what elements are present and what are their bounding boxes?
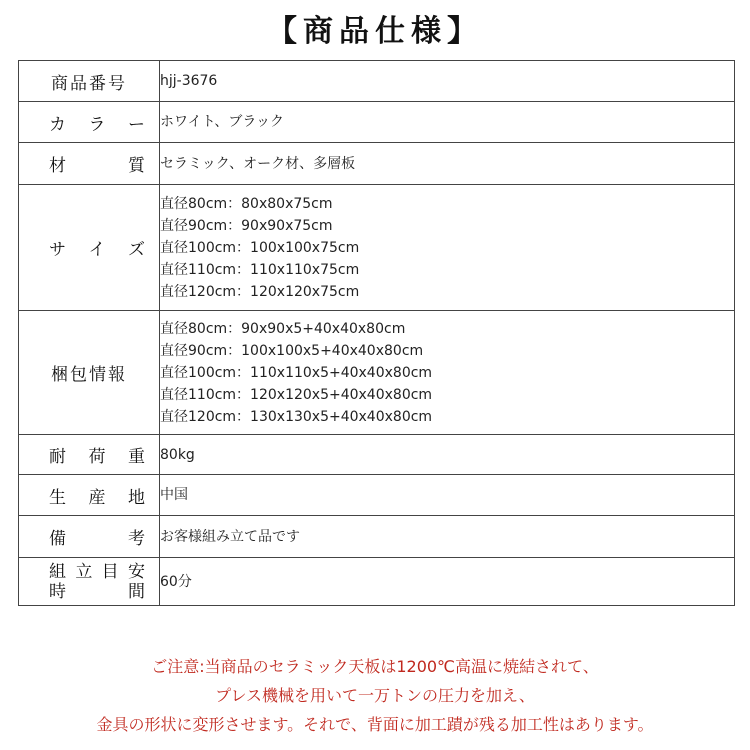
packing-line: 直径80cm：90x90x5+40x40x80cm — [160, 320, 406, 337]
label-color: カ ラ ー — [19, 102, 160, 143]
table-row — [19, 516, 735, 558]
value-color: ホワイト、ブラック — [160, 102, 735, 143]
value-size — [160, 185, 735, 311]
label-load: 耐 荷 重 — [19, 435, 160, 475]
label-product-number: 商品番号 — [19, 61, 160, 102]
packing-line: 直径110cm：120x120x5+40x40x80cm — [160, 386, 433, 403]
label-assembly-time: 組 立 目 安 時 間 — [19, 558, 160, 606]
value-assembly-time: 60分 — [160, 558, 735, 606]
packing-line: 直径100cm：110x110x5+40x40x80cm — [160, 364, 433, 381]
table-row — [19, 435, 735, 475]
label-size: サ イ ズ — [19, 185, 160, 311]
packing-line: 直径120cm：130x130x5+40x40x80cm — [160, 408, 433, 425]
value-packing — [160, 311, 735, 435]
value-material: セラミック、オーク材、多層板 — [160, 143, 735, 185]
size-line: 直径80cm：80x80x75cm — [160, 195, 333, 212]
caution-notes — [0, 652, 750, 739]
size-line: 直径110cm：110x110x75cm — [160, 261, 360, 278]
value-load: 80kg — [160, 435, 735, 475]
page-title: 【商品仕様】 — [267, 14, 483, 49]
size-line: 直径90cm：90x90x75cm — [160, 217, 333, 234]
label-packing: 梱包情報 — [19, 311, 160, 435]
packing-line: 直径90cm：100x100x5+40x40x80cm — [160, 342, 424, 359]
label-remarks: 備 考 — [19, 516, 160, 558]
table-row — [19, 102, 735, 143]
value-origin: 中国 — [160, 475, 735, 516]
note-line: プレス機械を用いて一万トンの圧力を加え、 — [215, 686, 535, 705]
table-row — [19, 143, 735, 185]
value-remarks: お客様組み立て品です — [160, 516, 735, 558]
label-material: 材 質 — [19, 143, 160, 185]
spec-table — [18, 60, 735, 606]
table-row — [19, 475, 735, 516]
table-row — [19, 185, 735, 311]
note-line: 金具の形状に変形させます。それで、背面に加工蹟が残る加工性はあります。 — [96, 715, 654, 734]
table-row — [19, 61, 735, 102]
size-line: 直径100cm：100x100x75cm — [160, 239, 360, 256]
table-row — [19, 558, 735, 606]
size-line: 直径120cm：120x120x75cm — [160, 283, 360, 300]
note-line: ご注意:当商品のセラミック天板は1200℃高温に焼結されて、 — [151, 657, 599, 676]
value-product-number: hjj-3676 — [160, 61, 735, 102]
label-origin: 生 産 地 — [19, 475, 160, 516]
table-row — [19, 311, 735, 435]
